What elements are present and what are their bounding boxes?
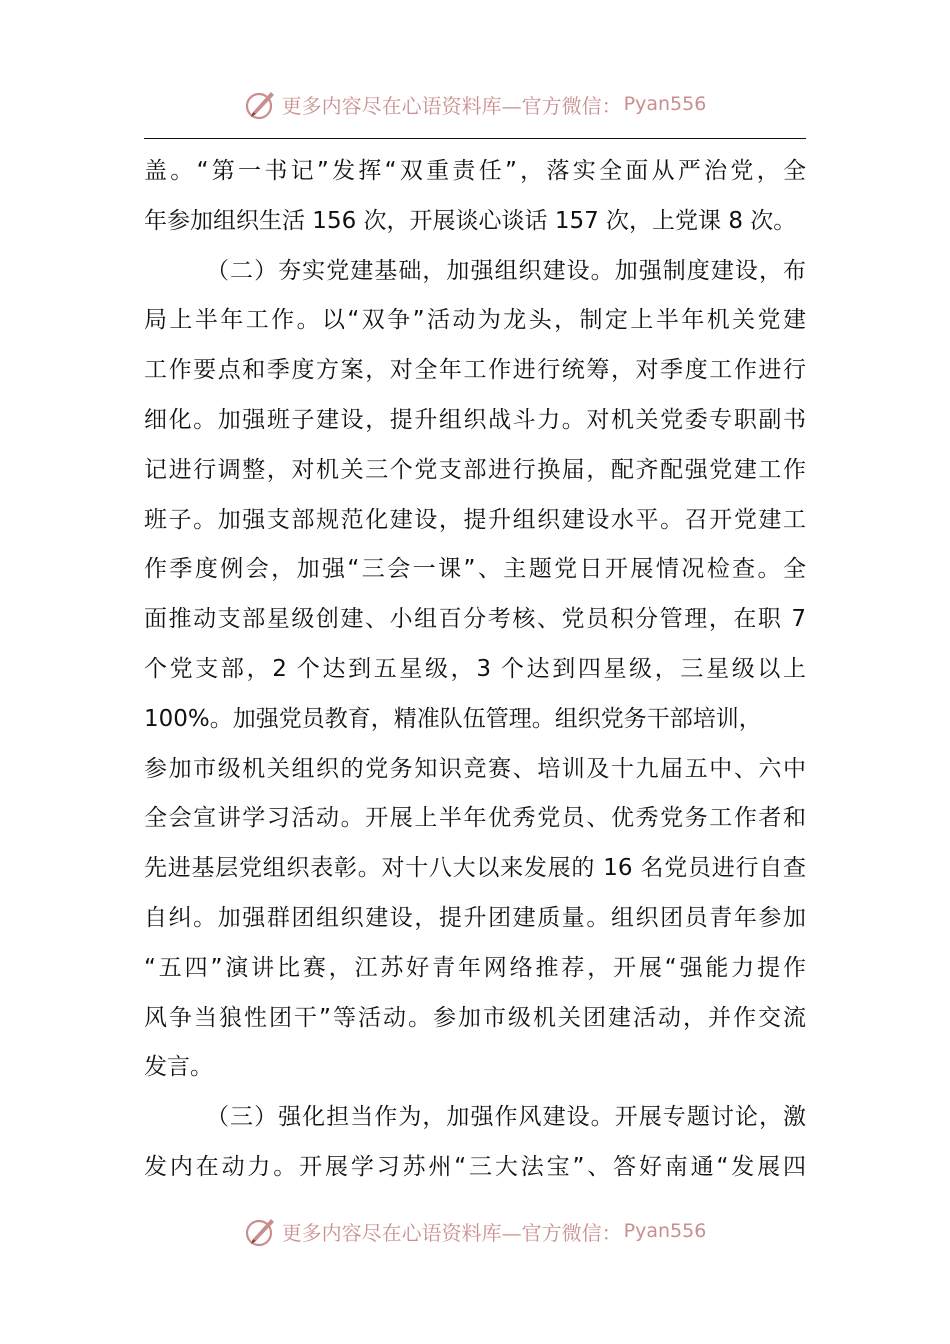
body-line: 个党支部，2 个达到五星级，3 个达到四星级，三星级以上 <box>144 655 806 682</box>
watermark-text: 更多内容尽在心语资料库—官方微信： <box>281 93 622 118</box>
body-line: 工作要点和季度方案，对全年工作进行统筹，对季度工作进行 <box>144 357 806 384</box>
document-body <box>144 147 806 1193</box>
body-line: 年参加组织生活 156 次，开展谈心谈话 157 次，上党课 8 次。 <box>144 207 797 234</box>
body-line: 发言。 <box>144 1054 213 1081</box>
body-line: 局上半年工作。以“双争”活动为龙头，制定上半年机关党建 <box>144 307 806 334</box>
watermark-text: 更多内容尽在心语资料库—官方微信： <box>281 1220 622 1245</box>
body-line: 参加市级机关组织的党务知识竞赛、培训及十九届五中、六中 <box>144 755 806 782</box>
header-divider <box>144 138 806 139</box>
body-line: 记进行调整，对机关三个党支部进行换届，配齐配强党建工作 <box>144 456 806 483</box>
pen-logo-icon <box>244 1214 278 1248</box>
body-line: 风争当狼性团干”等活动。参加市级机关团建活动，并作交流 <box>144 1004 806 1031</box>
watermark-wechat-id: Pyan556 <box>623 1220 707 1242</box>
body-line: 全会宣讲学习活动。开展上半年优秀党员、优秀党务工作者和 <box>144 805 806 832</box>
body-line: 盖。“第一书记”发挥“双重责任”，落实全面从严治党，全 <box>144 158 806 184</box>
footer-watermark <box>0 1211 950 1251</box>
body-line: 细化。加强班子建设，提升组织战斗力。对机关党委专职副书 <box>144 406 806 433</box>
pen-logo-icon <box>244 87 278 121</box>
body-line: 自纠。加强群团组织建设，提升团建质量。组织团员青年参加 <box>144 904 806 931</box>
body-line: 面推动支部星级创建、小组百分考核、党员积分管理，在职 7 <box>144 606 806 633</box>
header-watermark <box>0 84 950 124</box>
body-line: 发内在动力。开展学习苏州“三大法宝”、答好南通“发展四 <box>144 1153 806 1180</box>
body-line: （三）强化担当作为，加强作风建设。开展专题讨论，激 <box>206 1104 806 1131</box>
watermark-wechat-id: Pyan556 <box>623 93 707 115</box>
body-line: 作季度例会，加强“三会一课”、主题党日开展情况检查。全 <box>144 556 806 583</box>
body-line: 100%。加强党员教育，精准队伍管理。组织党务干部培训， <box>144 705 762 732</box>
body-line: （二）夯实党建基础，加强组织建设。加强制度建设，布 <box>206 257 806 284</box>
body-line: 先进基层党组织表彰。对十八大以来发展的 16 名党员进行自查 <box>144 855 806 882</box>
body-line: 班子。加强支部规范化建设，提升组织建设水平。召开党建工 <box>144 506 806 533</box>
body-line: “五四”演讲比赛，江苏好青年网络推荐，开展“强能力提作 <box>144 954 806 981</box>
